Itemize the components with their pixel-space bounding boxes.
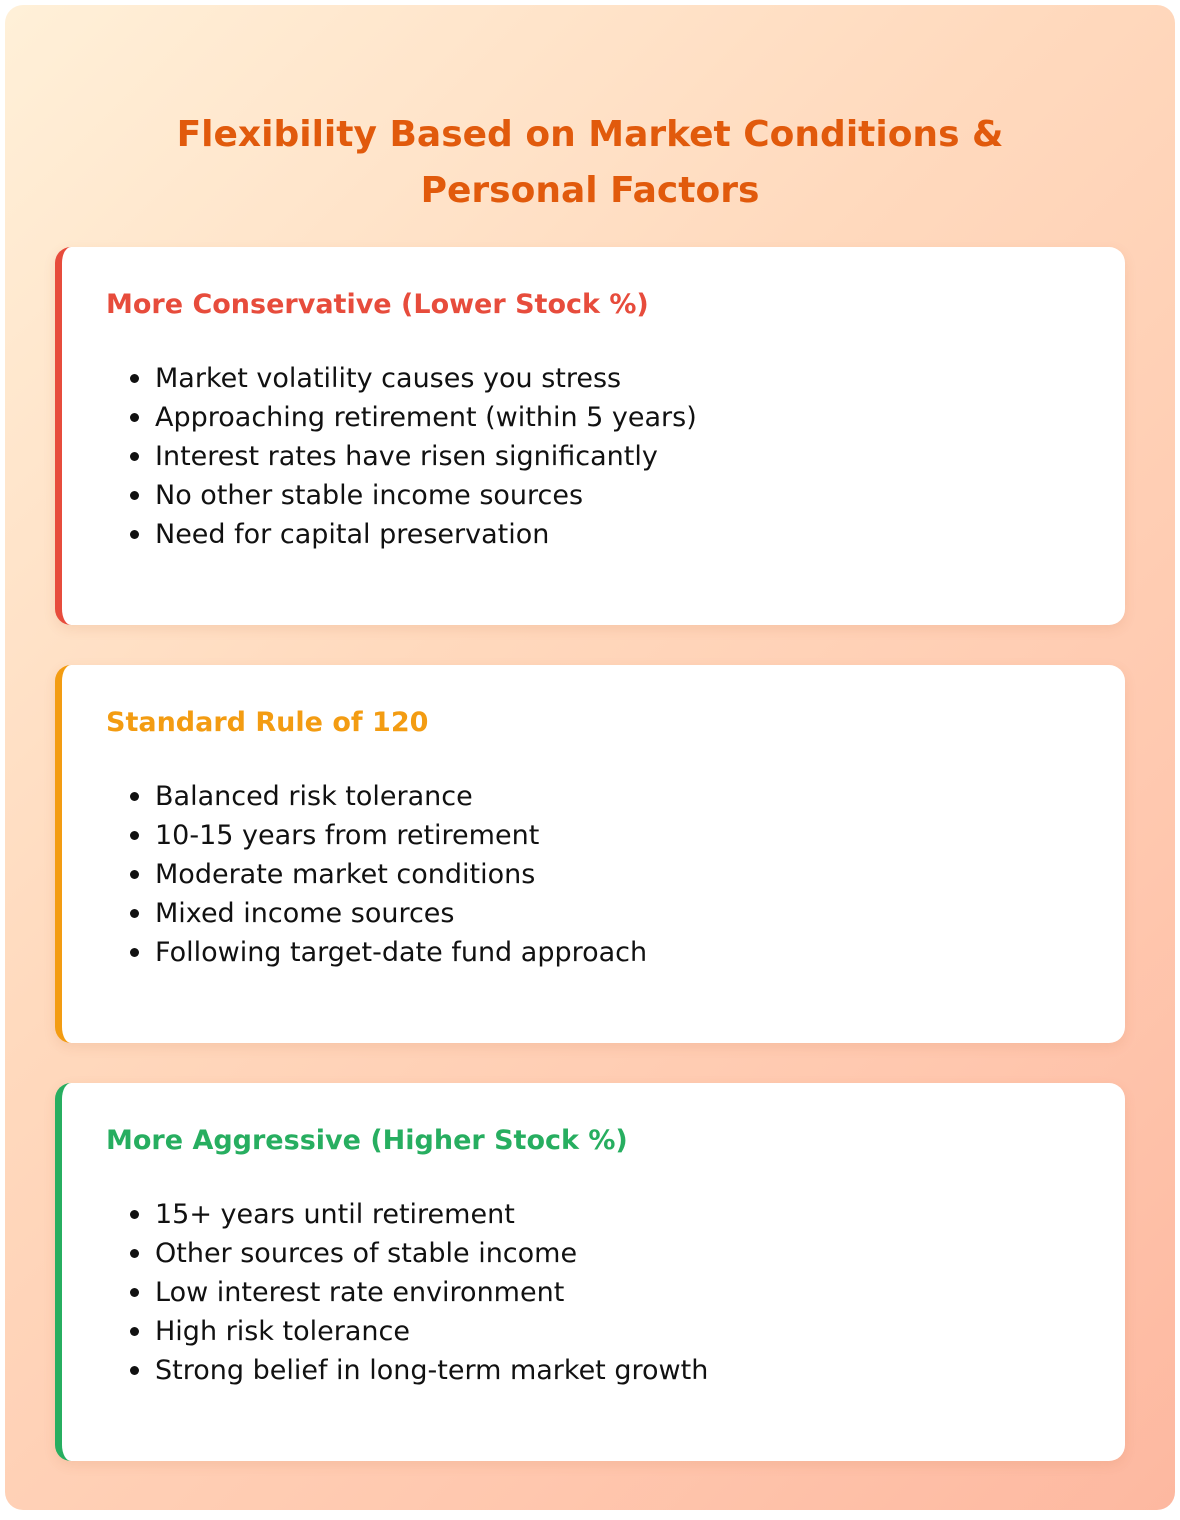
- list-item: [155, 816, 647, 855]
- bullet-icon: [130, 870, 139, 879]
- list-item: [155, 515, 697, 554]
- bullet-icon: [130, 374, 139, 383]
- list-item-text: Moderate market conditions: [155, 859, 536, 890]
- list-item-text: Balanced risk tolerance: [155, 781, 473, 812]
- list-item-text: Strong belief in long-term market growth: [155, 1355, 709, 1386]
- list-item-text: Need for capital preservation: [155, 519, 550, 550]
- list-item-text: 10-15 years from retirement: [155, 820, 540, 851]
- list-item: [155, 1234, 708, 1273]
- bullet-icon: [130, 413, 139, 422]
- bullet-icon: [130, 1366, 139, 1375]
- list-item-text: Following target-date fund approach: [155, 937, 648, 968]
- bullet-icon: [130, 1288, 139, 1297]
- list-item: [155, 437, 697, 476]
- standard-heading: Standard Rule of 120: [106, 707, 429, 738]
- list-item-text: Approaching retirement (within 5 years): [155, 402, 697, 433]
- list-item: [155, 1195, 708, 1234]
- list-item: [155, 855, 647, 894]
- list-item: [155, 476, 697, 515]
- list-item-text: Low interest rate environment: [155, 1277, 565, 1308]
- list-item: [155, 359, 697, 398]
- bullet-icon: [130, 530, 139, 539]
- conservative-heading: More Conservative (Lower Stock %): [106, 289, 649, 320]
- standard-card: [55, 665, 1125, 1043]
- list-item-text: Market volatility causes you stress: [155, 363, 622, 394]
- list-item: [155, 1351, 708, 1390]
- list-item: [155, 777, 647, 816]
- list-item: [155, 894, 647, 933]
- conservative-list: [155, 359, 697, 554]
- bullet-icon: [130, 452, 139, 461]
- standard-list: [155, 777, 647, 972]
- bullet-icon: [130, 1249, 139, 1258]
- list-item-text: High risk tolerance: [155, 1316, 410, 1347]
- page-title-line-1: Flexibility Based on Market Conditions &: [176, 114, 1004, 155]
- list-item: [155, 1312, 708, 1351]
- list-item-text: Mixed income sources: [155, 898, 455, 929]
- page-title-line-2: Personal Factors: [420, 170, 760, 211]
- conservative-card: [55, 247, 1125, 625]
- aggressive-card: [55, 1083, 1125, 1461]
- bullet-icon: [130, 792, 139, 801]
- bullet-icon: [130, 1210, 139, 1219]
- list-item-text: Interest rates have risen significantly: [155, 441, 658, 472]
- bullet-icon: [130, 831, 139, 840]
- aggressive-heading: More Aggressive (Higher Stock %): [106, 1125, 628, 1156]
- bullet-icon: [130, 909, 139, 918]
- bullet-icon: [130, 948, 139, 957]
- list-item: [155, 933, 647, 972]
- list-item-text: Other sources of stable income: [155, 1238, 578, 1269]
- content-panel: [5, 5, 1175, 1510]
- bullet-icon: [130, 1327, 139, 1336]
- list-item-text: 15+ years until retirement: [155, 1199, 515, 1230]
- aggressive-list: [155, 1195, 708, 1390]
- list-item-text: No other stable income sources: [155, 480, 584, 511]
- page-title: [5, 107, 1175, 219]
- list-item: [155, 398, 697, 437]
- list-item: [155, 1273, 708, 1312]
- bullet-icon: [130, 491, 139, 500]
